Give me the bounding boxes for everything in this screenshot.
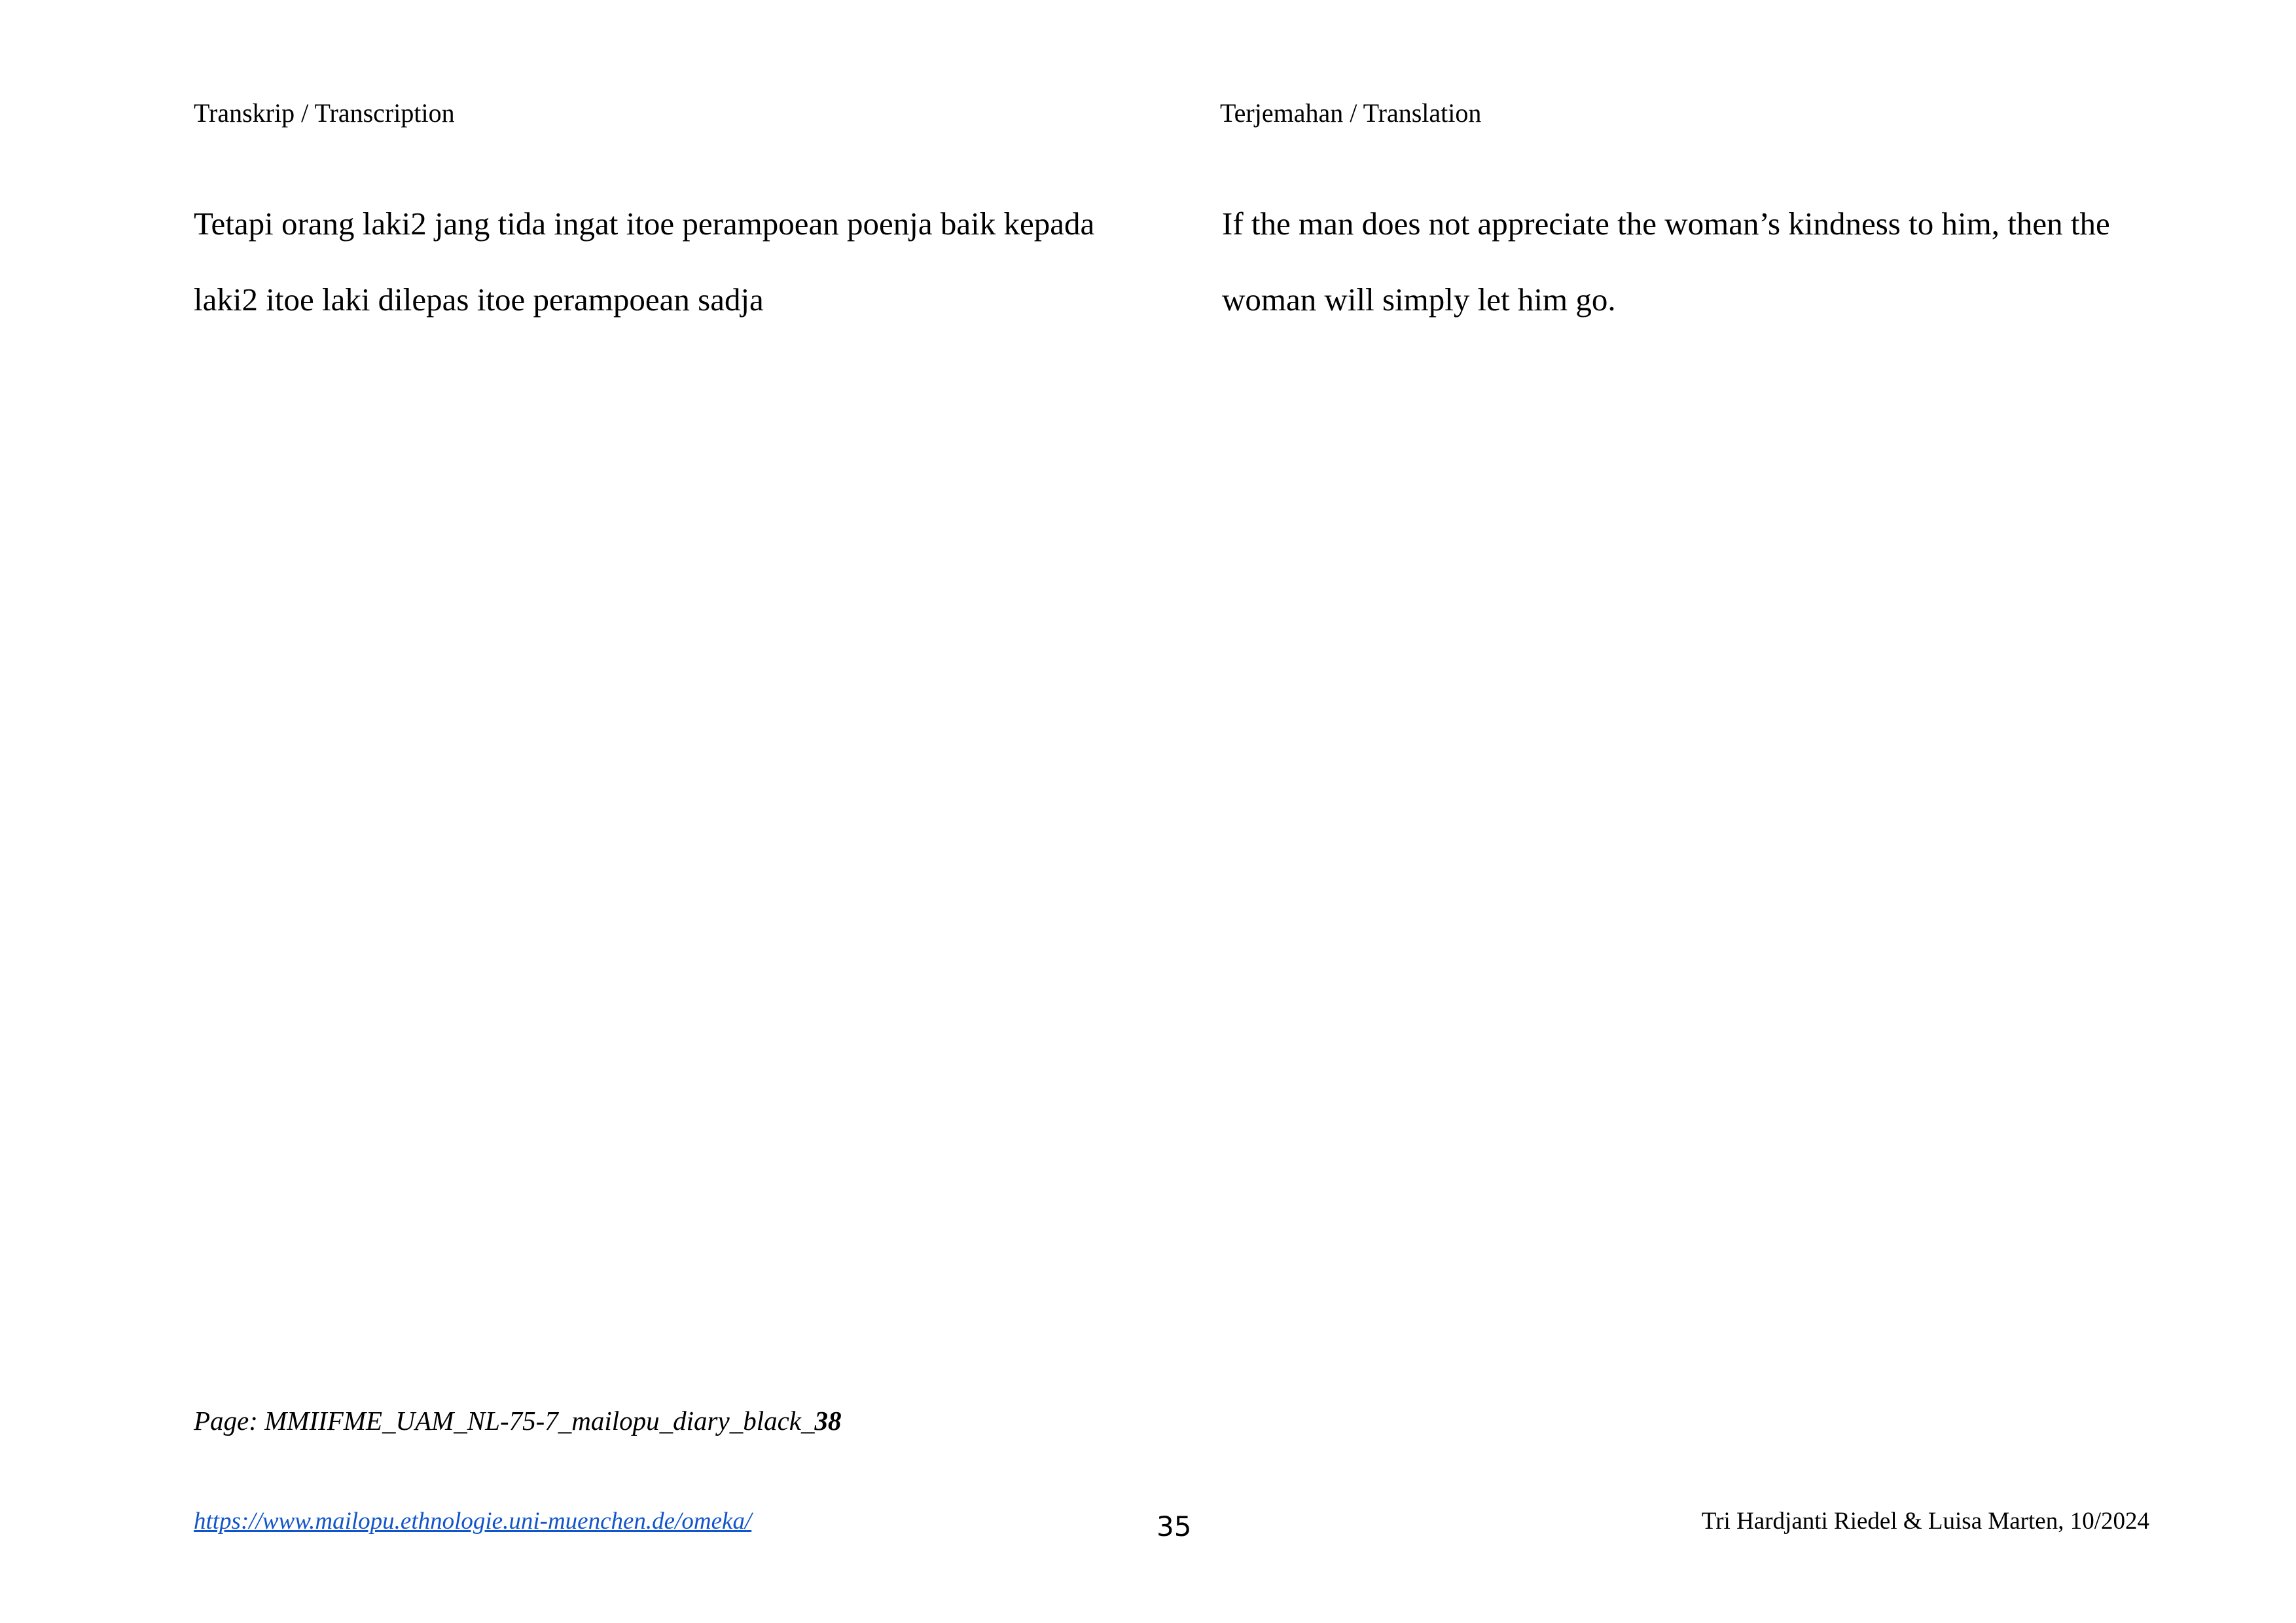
transcription-heading: Transkrip / Transcription xyxy=(194,98,455,128)
translation-heading: Terjemahan / Translation xyxy=(1220,98,1482,128)
omeka-link[interactable]: https://www.mailopu.ethnologie.uni-muenchen.de/omeka/ xyxy=(194,1508,752,1535)
translation-line: woman will simply let him go. xyxy=(1222,282,1616,318)
page-reference-number: 38 xyxy=(814,1406,842,1436)
page-reference-prefix: Page: MMIIFME_UAM_NL-75-7_mailopu_diary_black_ xyxy=(194,1406,815,1436)
transcription-text xyxy=(194,186,1169,338)
translation-text xyxy=(1222,186,2164,338)
transcription-line: Tetapi orang laki2 jang tida ingat itoe perampoean poenja baik kepada xyxy=(194,206,1095,242)
translation-line: If the man does not appreciate the woman’s kindness to him, then the xyxy=(1222,206,2110,242)
page-reference xyxy=(194,1404,842,1437)
footer-credit: Tri Hardjanti Riedel & Luisa Marten, 10/2024 xyxy=(1701,1508,2149,1535)
transcription-line: laki2 itoe laki dilepas itoe perampoean sadja xyxy=(194,282,764,318)
page-number: 35 xyxy=(1157,1510,1192,1542)
